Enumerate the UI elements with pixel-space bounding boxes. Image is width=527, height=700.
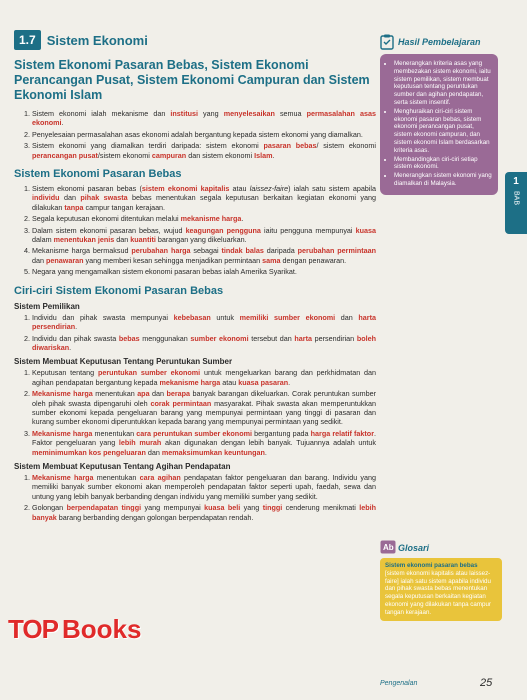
highlight-term: berpendapatan tinggi	[66, 503, 142, 513]
text-span: masyarakat. Pihak swasta akan memperuntukkan sumber ekonomi kepada pengeluaran barang yang mempunyai permintaan yang tinggi di pasaran dan kurang sumber ekonomi diperuntukkan kepada barang yang mempunyai permintaan yang sedikit.	[32, 398, 377, 427]
highlight-term: kebebasan	[173, 312, 211, 322]
page-number: 25	[480, 677, 493, 689]
text-span: Individu dan pihak swasta	[32, 333, 119, 343]
highlight-term: harta	[294, 333, 312, 343]
section-title: Sistem Ekonomi	[46, 32, 148, 48]
pemilikan-item	[32, 313, 376, 332]
highlight-term: Mekanisme harga	[32, 428, 93, 438]
hasil-panel	[380, 34, 498, 195]
intro-item	[32, 141, 376, 160]
text-span: banyak barangan dikeluarkan. Corak peruntukan sumber oleh pihak swasta dipengaruhi oleh	[32, 389, 376, 408]
intro-item	[32, 109, 376, 128]
subheading-agihan: Sistem Membuat Keputusan Tentang Agihan Pendapatan	[14, 461, 231, 471]
text-span: dalam	[32, 235, 54, 245]
text-span: . Faktor pengeluaran yang	[32, 428, 376, 448]
heading-pasaran-bebas: Sistem Ekonomi Pasaran Bebas	[14, 168, 182, 181]
text-span: .	[272, 150, 275, 160]
highlight-term: tindak balas	[221, 246, 264, 256]
highlight-term: bebas	[118, 333, 140, 343]
text-span: Keputusan tentang	[32, 368, 98, 378]
text-span: menentukan	[92, 428, 137, 438]
glosari-term: Sistem ekonomi pasaran bebas	[385, 562, 478, 569]
subheading-pemilikan: Sistem Pemilikan	[14, 301, 80, 311]
highlight-term: apa	[137, 389, 150, 399]
text-span: menentukan	[92, 389, 138, 399]
highlight-term: memiliki sumber ekonomi	[239, 312, 336, 322]
dictionary-icon	[380, 540, 394, 556]
highlight-term: sistem ekonomi kapitalis	[141, 184, 230, 194]
text-span: untuk	[210, 312, 240, 322]
intro-item	[32, 130, 376, 139]
hasil-item: • Menerangkan sistem ekonomi yang diamalkan di Malaysia.	[394, 172, 492, 188]
hasil-item: • Menerangkan kriteria asas yang membezakan sistem ekonomi, iaitu sistem pemilikan, sistem membuat keputusan tentang peruntukan sumber dan agihan pendapatan, serta sistem insentif.	[394, 60, 492, 107]
peruntukan-item	[32, 389, 376, 427]
text-span: untuk mengeluarkan barang dan perkhidmatan dan agihan pendapatan bergantung kepada	[32, 368, 376, 387]
hasil-box	[380, 54, 498, 195]
footer-chapter: Pengenalan	[380, 680, 418, 687]
pasaran-item	[32, 226, 376, 245]
hasil-header	[380, 34, 498, 50]
agihan-list	[14, 473, 376, 522]
text-span: dan sistem ekonomi	[186, 150, 255, 160]
peruntukan-item	[32, 368, 376, 387]
highlight-term: Islam	[254, 150, 273, 160]
highlight-term: perubahan harga	[131, 246, 191, 256]
text-span: menentukan	[93, 472, 140, 482]
text-span: Dalam sistem ekonomi pasaran bebas, wujud	[32, 225, 186, 235]
pasaran-list	[14, 184, 376, 277]
text-span: .	[69, 342, 72, 352]
text-span: akan digunakan dengan lebih banyak. Tujuannya adalah untuk	[161, 438, 376, 448]
glosari-box	[380, 558, 502, 621]
main-content	[14, 30, 376, 524]
text-span: ) ialah satu sistem apabila	[288, 184, 376, 194]
text-span: atau	[220, 377, 239, 387]
pasaran-item	[32, 184, 376, 212]
text-span: tersebut dan	[248, 333, 295, 343]
highlight-term: lebih banyak	[32, 503, 376, 522]
highlight-term: harga relatif faktor	[310, 428, 374, 438]
hasil-title: Hasil Pembelajaran	[398, 37, 481, 47]
text-span: Negara yang mengamalkan sistem ekonomi pasaran bebas ialah Amerika Syarikat.	[32, 267, 297, 277]
text-span: dan	[145, 447, 162, 457]
text-span: campur tangan kerajaan.	[83, 202, 166, 212]
agihan-item	[32, 473, 376, 501]
text-span: dan	[114, 235, 131, 245]
pemilikan-list	[14, 313, 376, 353]
highlight-term: kuasa beli	[204, 503, 241, 513]
text-span: pendapatan faktor pengeluaran dan barang. Individu yang memiliki banyak sumber ekonomi akan memperoleh pendapatan faktor seperti upah, faedah, sewa dan untung yang lebih banyak berbanding dengan individu yang memiliki sumber yang sedikit.	[32, 472, 376, 501]
text-span: Golongan	[32, 503, 67, 513]
chapter-label: BAB	[512, 191, 520, 206]
intro-list	[14, 109, 376, 160]
highlight-term: meminimumkan kos pengeluaran	[32, 447, 146, 457]
watermark-books: Books	[61, 614, 142, 644]
peruntukan-item	[32, 429, 376, 457]
watermark-top: TOP	[8, 614, 58, 644]
highlight-term: sama	[262, 255, 281, 265]
highlight-term: kuasa	[355, 225, 376, 235]
text-span: yang	[240, 503, 263, 513]
highlight-term: keagungan pengguna	[185, 225, 261, 235]
text-span: persendirian	[312, 333, 357, 343]
hasil-item: • Menghuraikan ciri-ciri sistem ekonomi pasaran bebas, sistem ekonomi perancangan pusat, sistem ekonomi campuran, dan sistem ekonomi Islam berdasarkan kriteria asas.	[394, 108, 492, 155]
highlight-term: cara peruntukan sumber ekonomi	[136, 428, 252, 438]
text-span: atau	[229, 184, 250, 194]
text-span: .	[75, 322, 78, 332]
text-span: Penyelesaian permasalahan asas ekonomi adalah bergantung kepada sistem ekonomi yang diamalkan.	[32, 129, 363, 139]
text-span: laissez-faire	[249, 184, 289, 194]
text-span: .	[288, 377, 291, 387]
highlight-term: sumber ekonomi	[190, 333, 249, 343]
text-span: daripada	[263, 246, 298, 256]
highlight-term: mekanisme harga	[180, 214, 242, 224]
glosari-header	[380, 540, 429, 556]
highlight-term: memaksimumkan keuntungan	[161, 447, 265, 457]
highlight-term: peruntukan sumber ekonomi	[97, 368, 201, 378]
text-span: bergantung pada	[251, 428, 311, 438]
svg-text:Ab: Ab	[383, 543, 394, 552]
highlight-term: permasalahan asas ekonomi	[32, 109, 376, 128]
glosari-body: [sistem ekonomi kapitalis atau laissez-faire] ialah satu sistem apabila individu dan pihak swasta bebas menentukan segala keputusan berkaitan kegiatan ekonomi yang dilakukan tanpa campur tangan kerajaan.	[385, 569, 491, 616]
highlight-term: corak permintaan	[150, 398, 212, 408]
highlight-term: boleh diwariskan	[32, 333, 376, 352]
text-span: dan	[32, 255, 46, 265]
pasaran-item	[32, 214, 376, 223]
glosari-title: Glosari	[398, 543, 430, 553]
pasaran-item	[32, 246, 376, 265]
highlight-term: menentukan jenis	[53, 235, 115, 245]
highlight-term: cara agihan	[139, 472, 181, 482]
text-span: .	[264, 447, 267, 457]
hasil-list	[384, 60, 492, 188]
text-span: sebagai	[190, 246, 222, 256]
text-span: .	[241, 214, 244, 224]
highlight-term: berapa	[166, 389, 191, 399]
chapter-number: 1	[513, 176, 519, 187]
agihan-item	[32, 503, 376, 522]
highlight-term: individu	[32, 193, 60, 203]
pemilikan-item	[32, 334, 376, 353]
highlight-term: tinggi	[262, 503, 283, 513]
clipboard-icon	[380, 34, 394, 50]
section-header	[14, 30, 376, 50]
text-span: /sistem ekonomi	[97, 150, 152, 160]
peruntukan-list	[14, 368, 376, 457]
text-span: Sistem ekonomi ialah mekanisme dan	[32, 109, 171, 118]
text-span: Mekanisme harga bermaksud	[32, 246, 132, 256]
text-span: .	[61, 118, 64, 128]
text-span: barangan yang dikeluarkan.	[155, 235, 247, 245]
text-span: menggunakan	[139, 333, 191, 343]
text-span: yang	[197, 109, 224, 118]
hasil-item: • Membandingkan ciri-ciri setiap sistem ekonomi.	[394, 156, 492, 172]
text-span: yang mempunyai	[141, 503, 205, 513]
text-span: Sistem ekonomi pasaran bebas (	[32, 184, 142, 194]
highlight-term: campuran	[151, 150, 187, 160]
section-number: 1.7	[14, 30, 41, 50]
pasaran-item	[32, 267, 376, 276]
highlight-term: pasaran bebas	[263, 141, 317, 151]
watermark-logo	[8, 614, 141, 645]
text-span: Individu dan pihak swasta mempunyai	[32, 312, 174, 322]
text-span: dan	[149, 389, 167, 399]
highlight-term: penawaran	[46, 255, 84, 265]
highlight-term: tanpa	[64, 202, 84, 212]
text-span: bebas menentukan segala keputusan berkaitan kegiatan ekonomi yang dilakukan	[32, 193, 376, 212]
highlight-term: pihak swasta	[80, 193, 128, 203]
highlight-term: Mekanisme harga	[32, 472, 94, 482]
text-span: dan	[335, 312, 359, 322]
heading-ciri-ciri: Ciri-ciri Sistem Ekonomi Pasaran Bebas	[14, 284, 224, 297]
highlight-term: menyelesaikan	[223, 109, 275, 118]
highlight-term: Mekanisme harga	[32, 389, 93, 399]
highlight-term: perubahan permintaan	[297, 246, 377, 256]
highlight-term: kuasa pasaran	[238, 377, 289, 387]
highlight-term: kuantiti	[130, 235, 156, 245]
highlight-term: lebih murah	[118, 438, 162, 448]
chapter-tab	[505, 172, 527, 234]
text-span: Sistem ekonomi yang diamalkan terdiri daripada: sistem ekonomi	[32, 141, 264, 151]
text-span: cenderung menikmati	[282, 503, 360, 513]
text-span: dan	[59, 193, 81, 203]
highlight-term: harta persendirian	[32, 312, 376, 332]
highlight-term: mekanisme harga	[159, 377, 221, 387]
subheading-peruntukan: Sistem Membuat Keputusan Tentang Peruntukan Sumber	[14, 357, 233, 367]
highlight-term: perancangan pusat	[32, 150, 98, 160]
heading-sistem-ekonomi: Sistem Ekonomi Pasaran Bebas, Sistem Ekonomi Perancangan Pusat, Sistem Ekonomi Campuran dan Sistem Ekonomi Islam	[14, 58, 370, 102]
text-span: barang berbanding dengan golongan berpendapatan rendah.	[56, 512, 254, 522]
text-span: dengan penawaran.	[280, 255, 347, 265]
text-span: iaitu pengguna mempunyai	[260, 225, 356, 235]
text-span: Segala keputusan ekonomi ditentukan melalui	[32, 214, 181, 224]
text-span: yang memberi kesan sehingga menjadikan permintaan	[83, 255, 263, 265]
highlight-term: institusi	[170, 109, 198, 118]
text-span: / sistem ekonomi	[316, 141, 376, 151]
text-span: semua	[274, 109, 307, 118]
